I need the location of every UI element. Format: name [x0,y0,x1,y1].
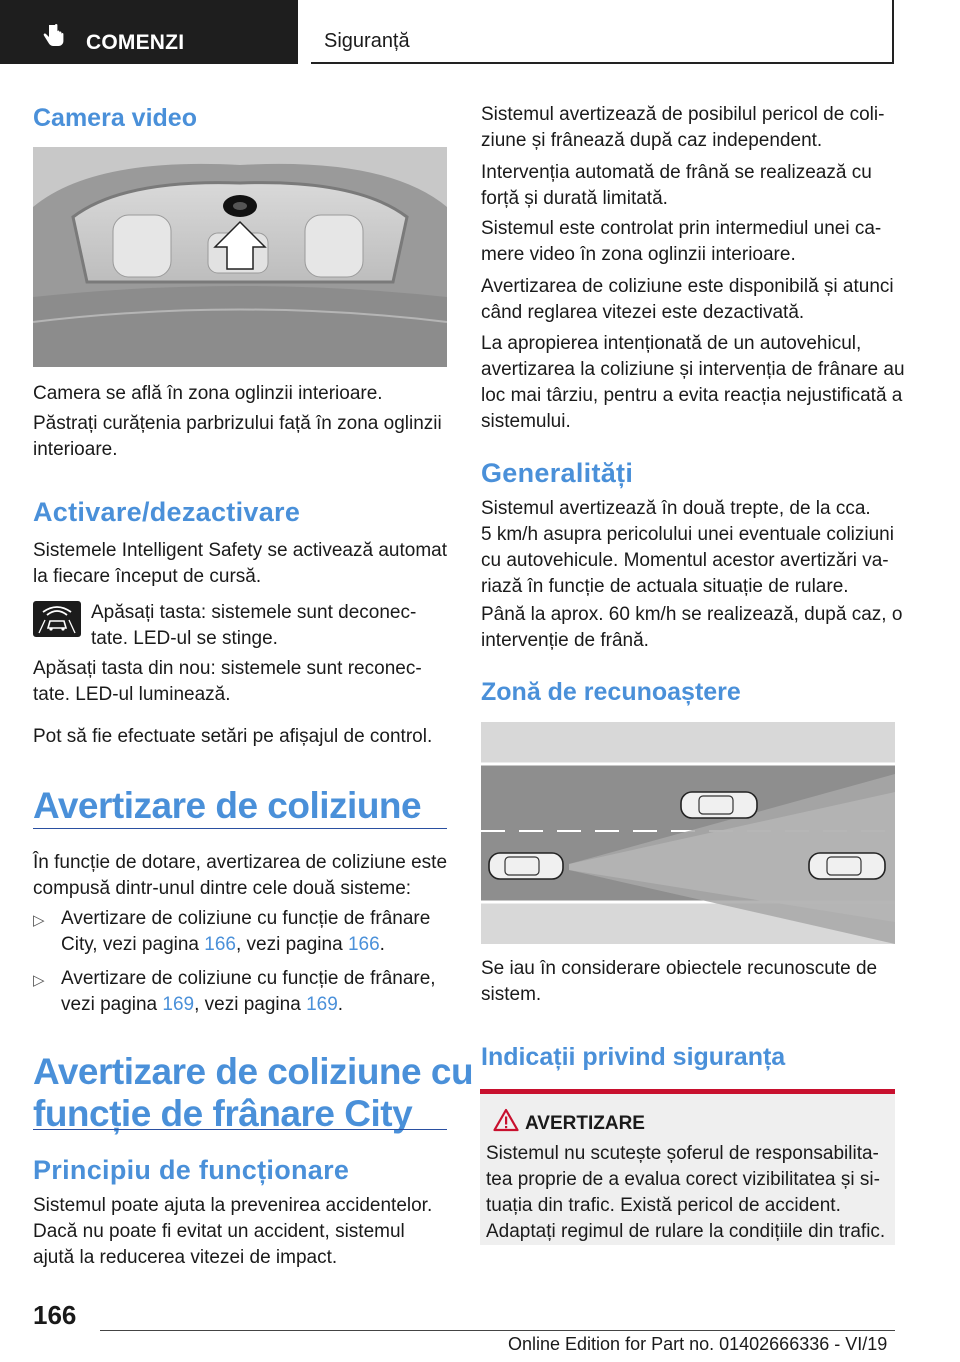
hand-pointer-icon [40,22,68,50]
heading-activare: Activare/dezactivare [33,497,301,527]
heading-camera-video: Camera video [33,104,197,132]
bullet-item-1: Avertizare de coliziune cu funcție de frânare City, vezi pagina 166, vezi pagina 166. [61,908,431,955]
heading-rule [33,828,447,829]
page-link-166-a[interactable]: 166 [204,934,236,955]
page-number: 166 [33,1300,77,1330]
header-title-box [311,0,894,64]
bullet-marker: ▷ [33,912,45,929]
warning-triangle-icon [493,1108,519,1132]
activare-text-3: Pot să fie efectuate setări pe afișajul de control. [33,726,433,747]
warning-text: Sistemul nu scutește șoferul de responsabilita- tea proprie de a evalua corect vizibilitatea și si- tuația din trafic. Există pericol de accident. Adaptați regimul de rulare la condițiile din trafic. [486,1143,886,1242]
heading-indicatii: Indicații privind siguranța [481,1043,786,1071]
camera-text-1: Camera se află în zona oglinzii interioare. [33,383,383,404]
header-title: Siguranță [324,30,410,52]
generalitati-text-2: Până la aprox. 60 km/h se realizează, după caz, o intervenție de frână. [481,604,903,651]
heading-city: Avertizare de coliziune cu funcție de frânare City [33,1051,474,1134]
bullet-marker: ▷ [33,972,45,989]
avertizare-text-1: În funcție de dotare, avertizarea de coliziune este compusă dintr-unul dintre cele două sisteme: [33,852,448,899]
camera-text-2: Păstrați curățenia parbrizului față în zona oglinzii interioare. [33,413,442,460]
page-link-166-b[interactable]: 166 [347,934,380,955]
footer-edition: Online Edition for Part no. 01402666336 - VI/19 [508,1334,888,1354]
principiu-text: Sistemul poate ajuta la prevenirea accidentelor. Dacă nu poate fi evitat un accident, sistemul ajută la reducerea vitezei de impact. [33,1195,433,1268]
driver-assist-button-icon [33,601,81,637]
footer-rule [100,1330,895,1331]
right-text-2: Intervenția automată de frână se realizează cu forță și durată limitată. [481,162,872,209]
header-section-label: COMENZI [86,31,185,54]
camera-location-image [33,147,447,367]
heading-zona: Zonă de recunoaștere [481,678,741,706]
right-text-4: Avertizarea de coliziune este disponibilă și atunci când reglarea vitezei este dezactivată. [481,276,894,323]
heading-avertizare-coliziune: Avertizare de coliziune [33,785,422,826]
right-text-5: La apropierea intenționată de un autovehicul, avertizarea la coliziune și intervenția de frânare au loc mai târziu, pentru a evita reacția nejustificată a sistemului. [481,333,905,432]
generalitati-text-1: Sistemul avertizează în două trepte, de la cca. 5 km/h asupra pericolului unei eventuale coliziuni cu autovehicule. Momentul acestor avertizări va- riază în funcție de actuala situație de rulare. [481,498,894,597]
page-link-169-a[interactable]: 169 [162,994,195,1015]
page-link-169-b[interactable]: 169 [306,994,338,1015]
bullet-item-2: Avertizare de coliziune cu funcție de frânare, vezi pagina 169, vezi pagina 169. [61,968,436,1015]
heading-rule [33,1129,447,1130]
heading-generalitati: Generalități [481,458,634,488]
activare-text-2: Apăsați tasta din nou: sistemele sunt reconec- tate. LED-ul luminează. [33,658,422,705]
warning-title: AVERTIZARE [525,1113,645,1134]
heading-principiu: Principiu de funcționare [33,1155,350,1185]
detection-zone-image [481,722,895,944]
right-text-1: Sistemul avertizează de posibilul pericol de coli- ziune și frânează după caz independent. [481,104,885,151]
zona-text: Se iau în considerare obiectele recunoscute de sistem. [481,958,878,1005]
header-section-tab [0,0,298,64]
warning-box [480,1089,895,1245]
activare-button-text: Apăsați tasta: sistemele sunt deconec- tate. LED-ul se stinge. [91,602,417,649]
activare-text-1: Sistemele Intelligent Safety se activează automat la fiecare început de cursă. [33,540,448,587]
right-text-3: Sistemul este controlat prin intermediul unei ca- mere video în zona oglinzii interioare. [481,218,882,265]
